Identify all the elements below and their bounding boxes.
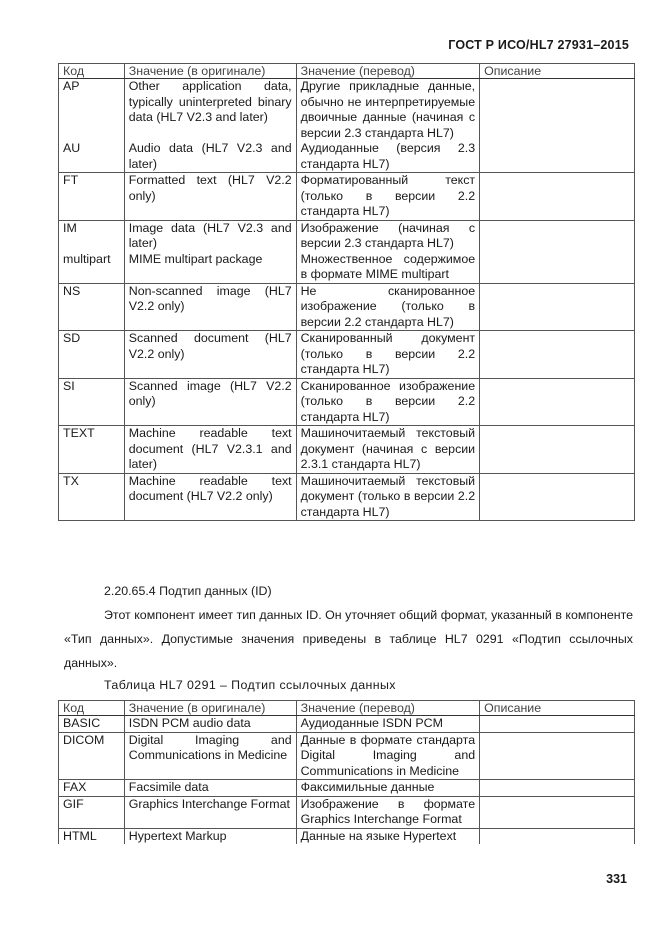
cell-description [480,378,635,426]
table-row [59,780,635,797]
cell-original: MIME multipart package [124,252,296,284]
table-row [59,732,635,780]
column-header-original: Значение (в оригинале) [124,64,296,79]
column-header-code: Код [59,701,125,716]
cell-translation: Изображение (начиная с версии 2.3 стандарта HL7) [296,220,480,252]
document-header: ГОСТ Р ИСО/HL7 27931–2015 [448,38,629,52]
table-header-row [59,64,635,79]
cell-description [480,426,635,474]
cell-description [480,796,635,828]
cell-original: Other application data, typically uninterpreted binary data (HL7 V2.3 and later) [124,79,296,142]
cell-original: Scanned image (HL7 V2.2 only) [124,378,296,426]
table-row [59,220,635,252]
cell-code: SI [59,378,125,426]
page-number: 331 [606,872,627,886]
cell-code: TX [59,473,125,521]
cell-translation: Аудиоданные ISDN PCM [296,716,480,733]
table-row [59,796,635,828]
cell-description [480,173,635,221]
table-row [59,716,635,733]
cell-translation: Сканированный документ (только в версии 2.2 стандарта HL7) [296,331,480,379]
table-header-row [59,701,635,716]
cell-code: BASIC [59,716,125,733]
table-row [59,473,635,521]
cell-description [480,828,635,844]
cell-code: NS [59,283,125,331]
column-header-description: Описание [480,64,635,79]
cell-code: FT [59,173,125,221]
cell-code: TEXT [59,426,125,474]
table-caption: Таблица HL7 0291 – Подтип ссылочных данных [104,678,396,692]
cell-translation: Другие прикладные данные, обычно не интерпретируемые двоичные данные (начиная с версии 2.3 стандарта HL7) [296,79,480,142]
cell-translation: Машиночитаемый текстовый документ (только в версии 2.2 стандарта HL7) [296,473,480,521]
cell-original: Audio data (HL7 V2.3 and later) [124,141,296,173]
column-header-code: Код [59,64,125,79]
cell-code: multipart [59,252,125,284]
cell-original: Hypertext Markup [124,828,296,844]
column-header-original: Значение (в оригинале) [124,701,296,716]
cell-original: Scanned document (HL7 V2.2 only) [124,331,296,379]
cell-description [480,79,635,142]
column-header-translation: Значение (перевод) [296,701,480,716]
table-row [59,426,635,474]
cell-translation: Сканированное изображение (только в версии 2.2 стандарта HL7) [296,378,480,426]
cell-translation: Машиночитаемый текстовый документ (начиная с версии 2.3.1 стандарта HL7) [296,426,480,474]
cell-code: DICOM [59,732,125,780]
cell-translation: Факсимильные данные [296,780,480,797]
cell-original: Non-scanned image (HL7 V2.2 only) [124,283,296,331]
cell-code: IM [59,220,125,252]
cell-code: FAX [59,780,125,797]
cell-original: Digital Imaging and Communications in Medicine [124,732,296,780]
cell-code: HTML [59,828,125,844]
cell-code: GIF [59,796,125,828]
table-row [59,252,635,284]
cell-original: Machine readable text document (HL7 V2.3.1 and later) [124,426,296,474]
cell-translation: Аудиоданные (версия 2.3 стандарта HL7) [296,141,480,173]
cell-translation: Изображение в формате Graphics Interchange Format [296,796,480,828]
table-row [59,173,635,221]
cell-original: Graphics Interchange Format [124,796,296,828]
table-row [59,79,635,142]
table-row [59,331,635,379]
cell-original: Facsimile data [124,780,296,797]
column-header-description: Описание [480,701,635,716]
cell-description [480,780,635,797]
table-row [59,828,635,844]
cell-description [480,252,635,284]
cell-original: Image data (HL7 V2.3 and later) [124,220,296,252]
cell-original: Machine readable text document (HL7 V2.2 only) [124,473,296,521]
cell-original: Formatted text (HL7 V2.2 only) [124,173,296,221]
cell-description [480,220,635,252]
table-row [59,378,635,426]
table-hl7-0291 [58,700,635,844]
cell-code: AU [59,141,125,173]
column-header-translation: Значение (перевод) [296,64,480,79]
section-heading: 2.20.65.4 Подтип данных (ID) [104,584,272,598]
cell-code: SD [59,331,125,379]
cell-description [480,473,635,521]
cell-description [480,331,635,379]
cell-description [480,141,635,173]
table-data-types [58,63,635,521]
cell-translation: Множественное содержимое в формате MIME multipart [296,252,480,284]
cell-code: AP [59,79,125,142]
cell-translation: Данные в формате стандарта Digital Imaging and Communications in Medicine [296,732,480,780]
body-paragraph: Этот компонент имеет тип данных ID. Он уточняет общий формат, указанный в компоненте «Тип данных». Допустимые значения приведены в таблице HL7 0291 «Подтип ссылочных данных». [64,608,633,670]
table-row [59,283,635,331]
table-row [59,141,635,173]
cell-translation: Данные на языке Hypertext [296,828,480,844]
cell-description [480,283,635,331]
cell-description [480,716,635,733]
cell-description [480,732,635,780]
cell-translation: Форматированный текст (только в версии 2.2 стандарта HL7) [296,173,480,221]
cell-translation: Не сканированное изображение (только в версии 2.2 стандарта HL7) [296,283,480,331]
cell-original: ISDN PCM audio data [124,716,296,733]
